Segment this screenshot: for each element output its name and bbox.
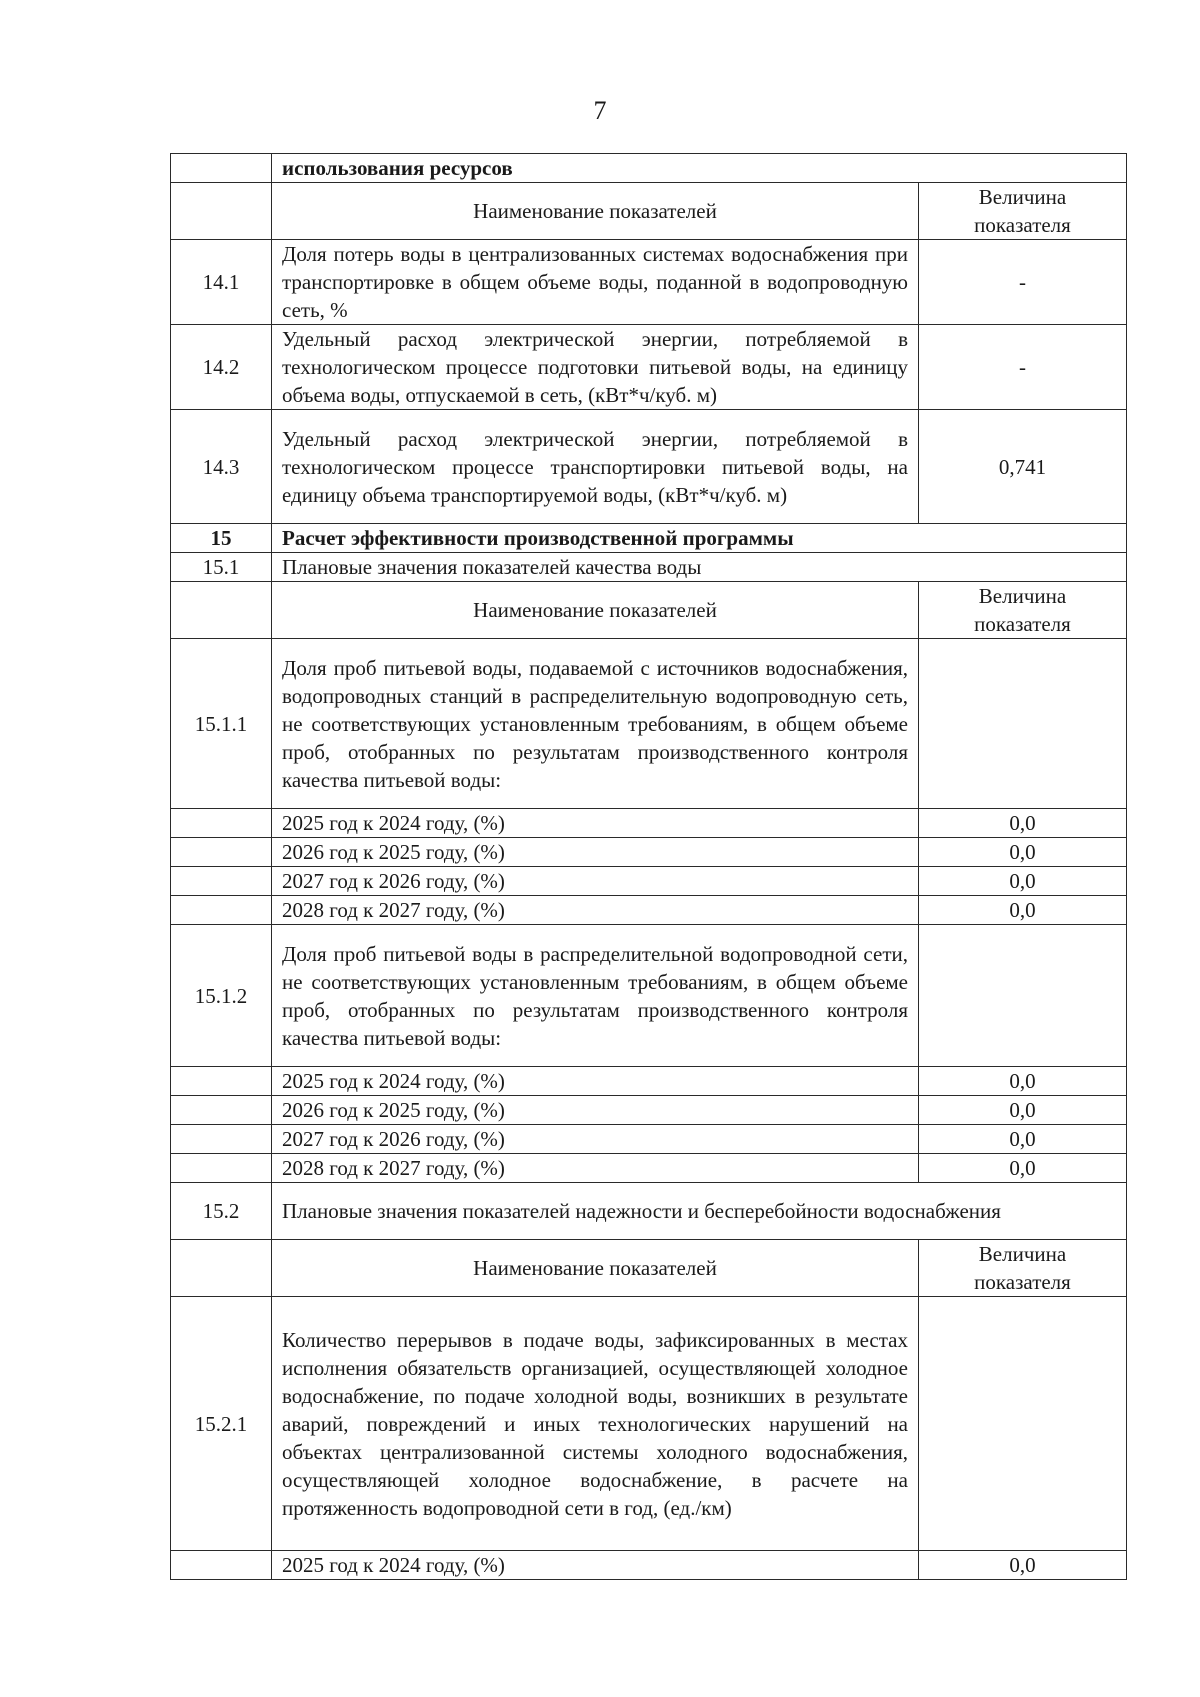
subsection-row (171, 1183, 1127, 1240)
indicator-name: Доля потерь воды в централизованных системах водоснабжения при транспортировке в общем объеме воды, поданной в водопроводную сеть, % (272, 240, 919, 325)
row-number: 14.3 (171, 410, 272, 524)
indicator-name: Количество перерывов в подаче воды, зафиксированных в местах исполнения обязательств организацией, осуществляющей холодное водоснабжение, по подаче холодной воды, возникших в результате аварий, повреждений и иных технологических нарушений на объектах централизованной системы холодного водоснабжения, осуществляющей холодное водоснабжение, в расчете на протяженность водопроводной сети в год, (ед./км) (272, 1297, 919, 1551)
indicator-value: 0,741 (919, 410, 1127, 524)
table-row (171, 639, 1127, 809)
year-label: 2026 год к 2025 году, (%) (272, 838, 919, 867)
year-row (171, 1154, 1127, 1183)
column-header-name: Наименование показателей (272, 582, 919, 639)
column-header-row (171, 1240, 1127, 1297)
year-value: 0,0 (919, 1154, 1127, 1183)
column-header-row (171, 183, 1127, 240)
year-value: 0,0 (919, 838, 1127, 867)
table-row (171, 325, 1127, 410)
row-number: 15.1.1 (171, 639, 272, 809)
subsection-number: 15.1 (171, 553, 272, 582)
year-row (171, 896, 1127, 925)
subsection-row (171, 553, 1127, 582)
year-value: 0,0 (919, 867, 1127, 896)
indicator-value: - (919, 325, 1127, 410)
table-row (171, 240, 1127, 325)
number-cell (171, 154, 272, 183)
indicator-name: Удельный расход электрической энергии, потребляемой в технологическом процессе транспортировки питьевой воды, на единицу объема транспортируемой воды, (кВт*ч/куб. м) (272, 410, 919, 524)
table-row (171, 410, 1127, 524)
column-header-row (171, 582, 1127, 639)
year-row (171, 1096, 1127, 1125)
subsection-title: Плановые значения показателей надежности и бесперебойности водоснабжения (272, 1183, 1127, 1240)
row-number: 15.2.1 (171, 1297, 272, 1551)
year-label: 2027 год к 2026 году, (%) (272, 867, 919, 896)
year-value: 0,0 (919, 896, 1127, 925)
year-value: 0,0 (919, 1096, 1127, 1125)
year-label: 2025 год к 2024 году, (%) (272, 809, 919, 838)
column-header-value: Величина показателя (919, 582, 1127, 639)
year-label: 2028 год к 2027 году, (%) (272, 896, 919, 925)
table-row (171, 154, 1127, 183)
year-label: 2025 год к 2024 году, (%) (272, 1551, 919, 1580)
year-row (171, 1067, 1127, 1096)
year-label: 2028 год к 2027 году, (%) (272, 1154, 919, 1183)
indicators-table (170, 153, 1127, 1580)
number-cell (171, 838, 272, 867)
number-cell (171, 867, 272, 896)
section-title-continued: использования ресурсов (272, 154, 1127, 183)
row-number: 14.1 (171, 240, 272, 325)
section-title: Расчет эффективности производственной программы (272, 524, 1127, 553)
table-row (171, 925, 1127, 1067)
section-row (171, 524, 1127, 553)
indicator-value (919, 1297, 1127, 1551)
indicator-value (919, 639, 1127, 809)
indicator-name: Доля проб питьевой воды в распределительной водопроводной сети, не соответствующих установленным требованиям, в общем объеме проб, отобранных по результатам производственного контроля качества питьевой воды: (272, 925, 919, 1067)
number-cell (171, 1240, 272, 1297)
indicator-value (919, 925, 1127, 1067)
number-cell (171, 1125, 272, 1154)
section-number: 15 (171, 524, 272, 553)
year-row (171, 867, 1127, 896)
year-row (171, 1551, 1127, 1580)
number-cell (171, 1551, 272, 1580)
table-row (171, 1297, 1127, 1551)
year-label: 2026 год к 2025 году, (%) (272, 1096, 919, 1125)
indicator-name: Удельный расход электрической энергии, потребляемой в технологическом процессе подготовки питьевой воды, на единицу объема воды, отпускаемой в сеть, (кВт*ч/куб. м) (272, 325, 919, 410)
row-number: 14.2 (171, 325, 272, 410)
number-cell (171, 1096, 272, 1125)
column-header-value: Величина показателя (919, 1240, 1127, 1297)
number-cell (171, 896, 272, 925)
number-cell (171, 582, 272, 639)
page-number: 7 (593, 96, 607, 125)
number-cell (171, 809, 272, 838)
number-cell (171, 1154, 272, 1183)
year-value: 0,0 (919, 1551, 1127, 1580)
year-label: 2027 год к 2026 году, (%) (272, 1125, 919, 1154)
number-cell (171, 183, 272, 240)
indicator-name: Доля проб питьевой воды, подаваемой с источников водоснабжения, водопроводных станций в распределительную водопроводную сеть, не соответствующих установленным требованиям, в общем объеме проб, отобранных по результатам производственного контроля качества питьевой воды: (272, 639, 919, 809)
year-value: 0,0 (919, 1067, 1127, 1096)
year-row (171, 1125, 1127, 1154)
row-number: 15.1.2 (171, 925, 272, 1067)
year-value: 0,0 (919, 809, 1127, 838)
column-header-value: Величина показателя (919, 183, 1127, 240)
column-header-name: Наименование показателей (272, 1240, 919, 1297)
year-row (171, 838, 1127, 867)
subsection-number: 15.2 (171, 1183, 272, 1240)
year-label: 2025 год к 2024 году, (%) (272, 1067, 919, 1096)
subsection-title: Плановые значения показателей качества воды (272, 553, 1127, 582)
column-header-name: Наименование показателей (272, 183, 919, 240)
year-value: 0,0 (919, 1125, 1127, 1154)
year-row (171, 809, 1127, 838)
number-cell (171, 1067, 272, 1096)
indicator-value: - (919, 240, 1127, 325)
